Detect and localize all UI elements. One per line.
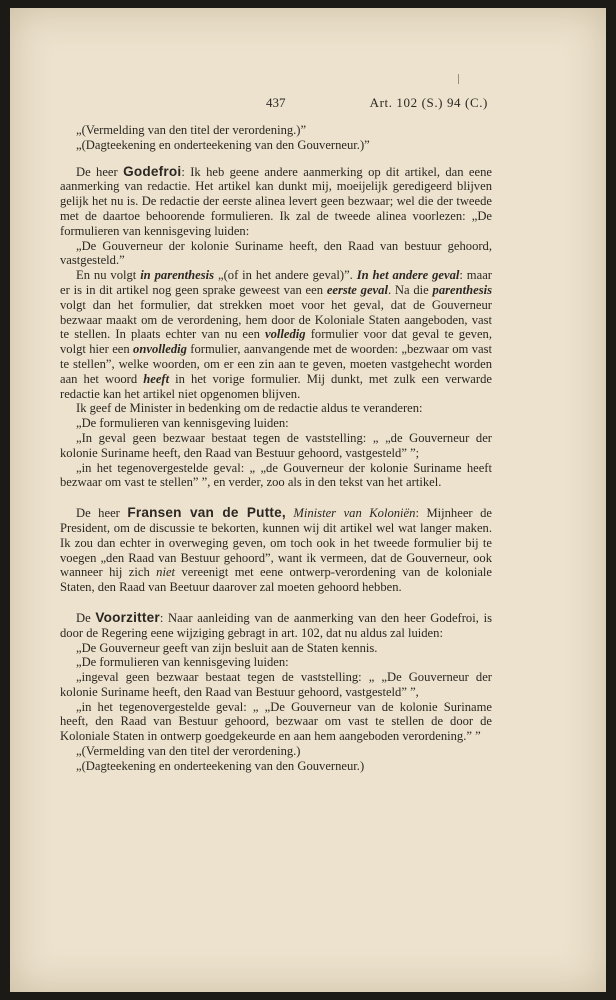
speech-fransen bbox=[60, 506, 492, 595]
page-number: 437 bbox=[266, 95, 286, 110]
paragraph: „In geval geen bezwaar bestaat tegen de vaststelling: „ „de Gouverneur der kolonie Suriname heeft, den Raad van Bestuur gehoord, vastgesteld” ”; bbox=[60, 430, 492, 460]
text-run: volgt dan het formulier, dat strekken moet voor het geval, dat de Gouverneur bezwaar maakt om de verordening, hem door de Koloniale Staten aangeboden, vast te stellen. In plaats echter van nu een bbox=[60, 297, 492, 342]
speaker-name: Voorzitter bbox=[95, 609, 160, 625]
running-title: Art. 102 (S.) 94 (C.) bbox=[369, 95, 488, 110]
text-run: : maar er is in dit artikel nog geen sprake geweest van een bbox=[60, 268, 492, 297]
text-run: formulier, aanvangende met de woorden: „bezwaar om vast te stellen”, welke woorden, om er een zin aan te geven, moeten vastgehecht worden aan het woord bbox=[60, 342, 493, 386]
emphasis: eerste geval bbox=[326, 282, 388, 297]
paragraph: „(Dagteekening en onderteekening van den Gouverneur.)” bbox=[76, 137, 370, 152]
paragraph: „De Gouverneur geeft van zijn besluit aan de Staten kennis. bbox=[76, 640, 378, 655]
emphasis: heeft bbox=[143, 371, 170, 386]
emphasis: in parenthesis bbox=[140, 268, 215, 283]
paragraph: „in het tegenovergestelde geval: „ „De Gouverneur van de kolonie Suriname heeft, den Raad van Bestuur gehoord, bezwaar om vast te stellen de door de Koloniale Staten in ontwerp goedgekeurde en aan hem aangeboden verordening.” ” bbox=[60, 699, 492, 744]
paragraph: „in het tegenovergestelde geval: „ „de Gouverneur der kolonie Suriname heeft bezwaar om vast te stellen” ”, en verder, zoo als in den tekst van het artikel. bbox=[60, 460, 492, 490]
emphasis: onvolledig bbox=[133, 342, 187, 357]
paragraph: „(Dagteekening en onderteekening van den Gouverneur.) bbox=[76, 758, 365, 773]
speaker-prefix: De bbox=[76, 610, 96, 625]
speaker-role: Minister van Koloniën bbox=[285, 506, 416, 521]
paragraph: „De formulieren van kennisgeving luiden: bbox=[76, 655, 289, 670]
page-header bbox=[60, 95, 492, 111]
speech-text: : Naar aanleiding van de aanmerking van den heer Godefroi, is door de Regering eene wijziging gebragt in art. 102, dat nu aldus zal luiden: bbox=[60, 610, 492, 640]
text-run: En nu volgt bbox=[76, 268, 141, 283]
speech-text: : Ik heb geene andere aanmerking op dit artikel, dan eene aanmerking van redactie. Het artikel kan dunkt mij, moeijelijk geredigeerd blijven gelijk het nu is. De redactie der eerste alinea levert geen bezwaar; wel die der tweede met de daartoe behoorende formulieren. Ik zal de tweede alinea voorlezen: „De formulieren van kennisgeving luiden: bbox=[60, 164, 492, 238]
speaker-prefix: De heer bbox=[76, 506, 128, 521]
book-page bbox=[10, 8, 606, 992]
paragraph: „(Vermelding van den titel der verordening.)” bbox=[76, 123, 307, 137]
speech-text: : Mijnheer de President, om de discussie te bekorten, kunnen wij dit artikel wel wat langer maken. Ik zou dan echter in overweging geven, om toch ook in het tweede formulier bij te voegen „den Raad van Bestuur gehoord”, want ik vermeen, dat de Gouverneur, ook wanneer hij zich bbox=[60, 506, 492, 580]
paragraph bbox=[60, 268, 492, 401]
text-run: in het vorige formulier. Mij dunkt, met zulk een verwarde redactie kan het artikel niet opgenomen blijven. bbox=[60, 371, 492, 401]
emphasis: parenthesis bbox=[432, 282, 492, 297]
text-run: „(of in het andere geval)”. bbox=[214, 268, 357, 283]
emphasis: volledig bbox=[265, 327, 306, 342]
paragraph: Ik geef de Minister in bedenking om de redactie aldus te veranderen: bbox=[76, 401, 423, 416]
text-run: formulier voor dat geval te geven, volgt hier een bbox=[60, 327, 492, 357]
paragraph: „De Gouverneur der kolonie Suriname heeft, den Raad van bestuur gehoord, vastgesteld.” bbox=[60, 238, 492, 268]
paragraph: „(Vermelding van den titel der verordening.) bbox=[76, 744, 301, 759]
paragraph: „De formulieren van kennisgeving luiden: bbox=[76, 416, 289, 431]
text-run: . Na die bbox=[387, 282, 433, 297]
speaker-name: Fransen van de Putte, bbox=[127, 505, 286, 521]
page-mark bbox=[458, 74, 459, 84]
speaker-prefix: De heer bbox=[76, 164, 124, 179]
paragraph: „ingeval geen bezwaar bestaat tegen de vaststelling: „ „De Gouverneur der kolonie Suriname heeft, den Raad van Bestuur gehoord, vastgesteld” ”, bbox=[60, 670, 492, 699]
page-content bbox=[60, 95, 492, 774]
speech-text: vereenigt met eene ontwerp-verordening van de koloniale Staten, den Raad van Beetuur daarover zal moeten gehoord hebben. bbox=[60, 565, 492, 595]
emphasis: In het andere geval bbox=[356, 268, 460, 283]
speech-godefroi bbox=[60, 165, 492, 239]
speaker-name: Godefroi bbox=[123, 163, 182, 179]
emphasis: niet bbox=[156, 565, 176, 580]
speech-voorzitter bbox=[60, 611, 492, 641]
